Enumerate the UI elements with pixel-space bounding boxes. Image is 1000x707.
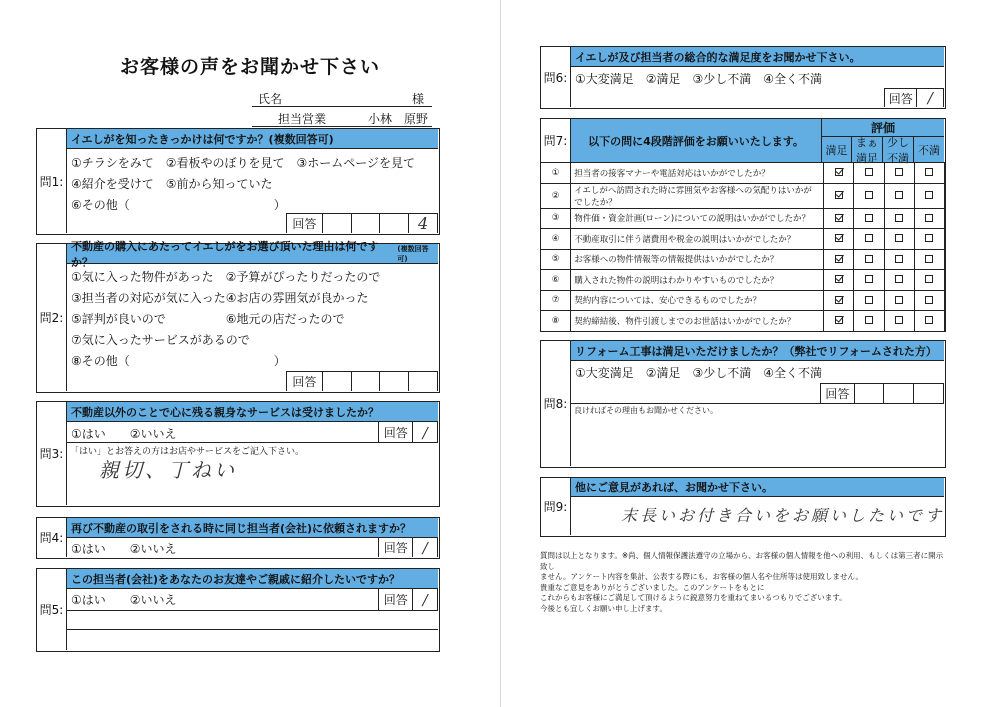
question-9-box (540, 477, 946, 537)
rating-cell (914, 311, 944, 332)
question-5-text: この担当者(会社)をあなたのお友達やご親戚に紹介したいですか？ (67, 569, 438, 589)
rating-row-number: ⑥ (541, 270, 571, 291)
rating-row-question: 不動産取引に伴う諸費用や税金の説明はいかがでしたか？ (571, 229, 824, 250)
rating-cell (854, 311, 884, 332)
question-4-number: 問4: (37, 518, 67, 557)
rating-row-question: 購入された物件の説明はわかりやすいものでしたか？ (571, 270, 824, 291)
question-2-header (67, 239, 438, 269)
rating-cell (884, 163, 914, 184)
answer-label: 回答 (379, 538, 413, 557)
question-7-box (540, 118, 946, 332)
rating-checkbox[interactable] (895, 234, 903, 242)
question-7-number: 問7: (541, 119, 571, 163)
question-1-box (36, 128, 440, 235)
question-9-text: 他にご意見があれば、お聞かせ下さい。 (571, 478, 944, 497)
question-2-option-line: ①気に入った物件があった ②予算がぴったりだったので (71, 270, 381, 284)
rating-checkbox[interactable] (895, 316, 903, 324)
eval-column-header: まぁ 満足 (852, 137, 883, 163)
question-1-text: イエしがを知ったきっかけは何ですか？(複数回答可) (67, 129, 438, 149)
eval-column-header: 少し 不満 (883, 137, 914, 163)
rating-cell (914, 229, 944, 250)
rating-row-question: 契約内容については、安心できるものでしたか？ (571, 290, 824, 311)
rating-checkbox[interactable] (925, 255, 933, 263)
question-9-number: 問9: (541, 478, 571, 535)
rating-cell (854, 229, 884, 250)
rating-checkbox[interactable] (835, 168, 843, 176)
rating-cell (824, 183, 854, 208)
rating-checkbox[interactable] (925, 214, 933, 222)
rating-checkbox[interactable] (835, 255, 843, 263)
question-8-text: リフォーム工事は満足いただけましたか？（弊社でリフォームされた方） (571, 341, 944, 361)
question-1-option-line: ④紹介を受けて ⑤前から知っていた (71, 177, 273, 191)
rating-row (541, 183, 945, 208)
rating-cell (914, 249, 944, 270)
rating-cell (854, 270, 884, 291)
question-2-option-line: ⑤評判が良いので ⑥地元の店だったので (71, 312, 345, 326)
question-6-box (540, 46, 946, 109)
rating-cell (854, 163, 884, 184)
rating-cell (824, 163, 854, 184)
question-3-box (36, 401, 440, 507)
question-7-eval-label: 評価 (822, 119, 944, 137)
honorific: 様 (412, 92, 425, 106)
name-label: 氏名 (258, 92, 283, 106)
rating-cell (914, 183, 944, 208)
rating-row-number: ⑦ (541, 290, 571, 311)
question-3-options: ①はい ②いいえ (71, 427, 177, 441)
rating-checkbox[interactable] (865, 275, 873, 283)
question-1-answer: 4 (409, 214, 438, 233)
rating-cell (854, 290, 884, 311)
sales-label: 担当営業 (278, 112, 327, 126)
eval-column-header: 満足 (822, 137, 852, 163)
rating-cell (884, 311, 914, 332)
sales-names: 小林 原野 (368, 112, 429, 126)
rating-checkbox[interactable] (865, 316, 873, 324)
question-6-options: ①大変満足 ②満足 ③少し不満 ④全く不満 (575, 72, 823, 86)
rating-row-question: 物件価・資金計画(ローン)についての説明はいかがでしたか？ (571, 208, 824, 229)
rating-cell (884, 290, 914, 311)
footer-note (540, 551, 950, 614)
question-5-answer: / (413, 589, 438, 610)
rating-row-number: ④ (541, 229, 571, 250)
name-underline (252, 106, 432, 107)
rating-row (541, 163, 945, 184)
rating-checkbox[interactable] (925, 296, 933, 304)
rating-cell (914, 290, 944, 311)
rating-row-question: 契約締結後、物件引渡しまでのお世話はいかがでしたか？ (571, 311, 824, 332)
rating-row (541, 270, 945, 291)
rating-row-number: ② (541, 183, 571, 208)
question-8-options: ①大変満足 ②満足 ③少し不満 ④全く不満 (575, 366, 823, 380)
rating-checkbox[interactable] (835, 296, 843, 304)
question-2-option-line: ③担当者の対応が気に入った④お店の雰囲気が良かった (71, 291, 369, 305)
rating-row (541, 249, 945, 270)
question-6-answer-box (884, 88, 944, 107)
rating-cell (884, 208, 914, 229)
rating-cell (824, 290, 854, 311)
rating-row-number: ⑤ (541, 249, 571, 270)
answer-label: 回答 (821, 384, 855, 403)
answer-label: 回答 (379, 589, 413, 610)
question-6-number: 問6: (541, 47, 571, 107)
rating-cell (914, 270, 944, 291)
question-4-options: ①はい ②いいえ (71, 542, 177, 556)
answer-label: 回答 (379, 422, 413, 443)
rating-checkbox[interactable] (895, 214, 903, 222)
rating-row-question: 担当者の接客マナーや電話対応はいかがでしたか？ (571, 163, 824, 184)
question-2-option-line: ⑧その他（ ） (71, 354, 286, 368)
question-4-answer: / (413, 538, 438, 557)
question-3-sublabel: 「はい」とお答えの方はお店やサービスをご記入下さい。 (70, 447, 305, 457)
question-8-sublabel: 良ければその理由もお聞かせください。 (574, 406, 718, 415)
rating-cell (824, 249, 854, 270)
question-4-text: 再び不動産の取引をされる時に同じ担当者(会社)に依頼されますか？ (67, 518, 438, 538)
footer-line: 質問は以上となります。※尚、個人情報保護法遵守の立場から、お客様の個人情報を他への利用、もしくは第三者に開示致し (540, 551, 944, 571)
question-1-option-line: ⑥その他（ ） (71, 198, 286, 212)
rating-checkbox[interactable] (925, 168, 933, 176)
rating-cell (824, 311, 854, 332)
question-2-answer-box (286, 371, 438, 391)
question-1-number: 問1: (37, 129, 67, 233)
rating-row (541, 229, 945, 250)
rating-row-question: イエしがへ訪問された時に雰囲気やお客様への気配りはいかがでしたか？ (571, 183, 824, 208)
question-2-note: (複数回答可) (397, 244, 429, 263)
rating-cell (884, 249, 914, 270)
question-1-option-line: ①チラシをみて ②看板やのぼりを見て ③ホームページを見て (71, 156, 416, 170)
rating-row-number: ⑧ (541, 311, 571, 332)
rating-cell (884, 183, 914, 208)
question-6-text: イエしが及び担当者の総合的な満足度をお聞かせ下さい。 (571, 47, 944, 67)
page-divider (500, 0, 501, 707)
rating-row-number: ③ (541, 208, 571, 229)
rating-cell (854, 249, 884, 270)
rating-checkbox[interactable] (865, 296, 873, 304)
question-2-option-line: ⑦気に入ったサービスがあるので (71, 333, 250, 347)
rating-checkbox[interactable] (865, 191, 873, 199)
question-6-answer: / (917, 89, 944, 107)
rating-table (540, 162, 945, 332)
question-2-number: 問2: (37, 244, 67, 391)
question-5-box (36, 568, 440, 652)
rating-checkbox[interactable] (895, 275, 903, 283)
survey-title: お客様の声をお聞かせ下さい (119, 56, 380, 78)
rating-checkbox[interactable] (895, 255, 903, 263)
rating-checkbox[interactable] (925, 191, 933, 199)
rating-cell (824, 229, 854, 250)
rating-checkbox[interactable] (895, 168, 903, 176)
sales-underline (252, 126, 432, 127)
rating-checkbox[interactable] (925, 316, 933, 324)
footer-line: これからもお客様にご満足して頂けるように鋭意努力を重ねてまいるつもりでございます。 (540, 593, 847, 602)
rating-checkbox[interactable] (895, 191, 903, 199)
rating-checkbox[interactable] (865, 168, 873, 176)
rating-checkbox[interactable] (865, 234, 873, 242)
question-9-handwritten-answer: 末長いお付き合いをお願いしたいです (621, 506, 945, 525)
footer-line: 今後とも宜しくお願い申し上げます。 (540, 603, 667, 613)
rating-checkbox[interactable] (925, 234, 933, 242)
rating-cell (884, 270, 914, 291)
rating-cell (824, 270, 854, 291)
question-3-number: 問3: (37, 402, 67, 505)
rating-checkbox[interactable] (865, 214, 873, 222)
footer-line: 貴重なご意見をありがとうございました。このアンケートをもとに (540, 582, 765, 592)
question-8-box (540, 340, 946, 468)
question-4-answer-box (378, 538, 438, 557)
rating-cell (854, 183, 884, 208)
rating-checkbox[interactable] (895, 296, 903, 304)
question-5-options: ①はい ②いいえ (71, 593, 177, 607)
rating-cell (884, 229, 914, 250)
rating-cell (914, 163, 944, 184)
question-8-answer-box (820, 383, 944, 403)
rating-checkbox[interactable] (835, 316, 843, 324)
question-3-text: 不動産以外のことで心に残る親身なサービスは受けましたか？ (67, 402, 438, 422)
rating-checkbox[interactable] (835, 191, 843, 199)
rating-checkbox[interactable] (835, 234, 843, 242)
footer-line: ません。アンケート内容を集計、公表する際にも、お客様の個人名や住所等は使用致しません。 (540, 572, 863, 581)
question-2-box (36, 239, 440, 393)
rating-cell (854, 208, 884, 229)
question-3-answer-box (378, 422, 438, 443)
question-5-answer-box (378, 589, 438, 610)
rating-row-question: お客様への物件情報等の情報提供はいかがでしたか？ (571, 249, 824, 270)
rating-row (541, 290, 945, 311)
question-5-number: 問5: (37, 569, 67, 650)
question-3-answer: / (413, 422, 438, 443)
rating-checkbox[interactable] (865, 255, 873, 263)
question-3-handwritten-answer: 親切、丁ねい (99, 458, 237, 482)
question-4-box (36, 517, 440, 559)
rating-checkbox[interactable] (925, 275, 933, 283)
answer-label: 回答 (287, 372, 323, 391)
answer-label: 回答 (885, 89, 917, 107)
rating-checkbox[interactable] (835, 275, 843, 283)
question-8-number: 問8: (541, 341, 571, 466)
answer-label: 回答 (287, 214, 323, 233)
rating-row (541, 208, 945, 229)
question-2-text: 不動産の購入にあたってイエしがをお選び頂いた理由は何ですか？ (71, 239, 379, 269)
rating-checkbox[interactable] (835, 214, 843, 222)
question-1-answer-box (286, 213, 438, 233)
rating-cell (824, 208, 854, 229)
question-7-text: 以下の問に4段階評価をお願いいたします。 (571, 119, 822, 163)
rating-cell (914, 208, 944, 229)
rating-row (541, 311, 945, 332)
rating-row-number: ① (541, 163, 571, 184)
eval-column-header: 不満 (914, 137, 944, 163)
